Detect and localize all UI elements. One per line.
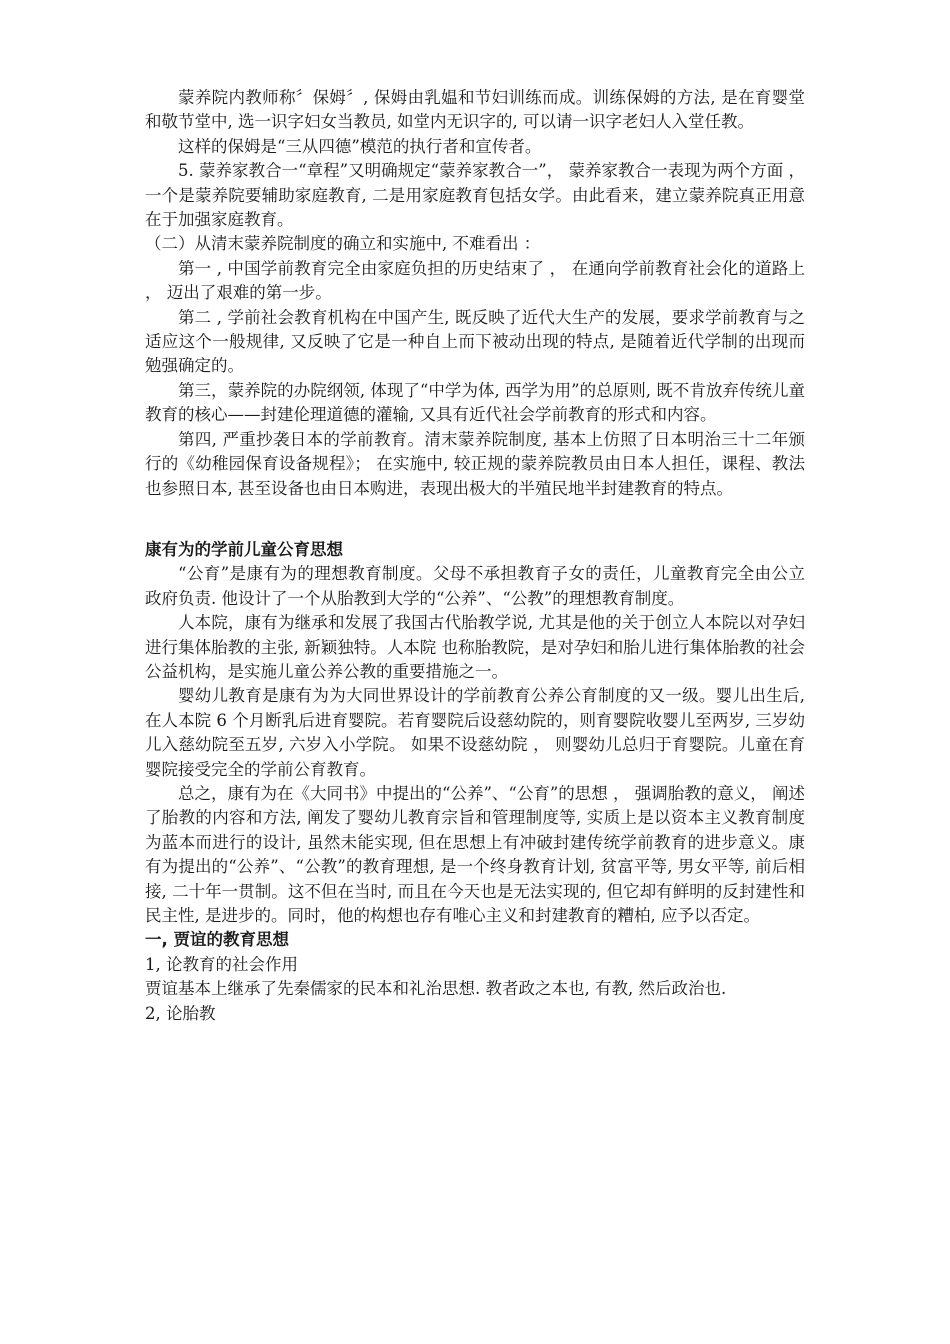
- point-second: 第二 , 学前社会教育机构在中国产生, 既反映了近代大生产的发展，要求学前教育与之适应这个一般规律, 又反映了它是一种自上而下被动出现的特点, 是随着近代学制的出现而勉强确定的。: [145, 307, 805, 376]
- point-first: 第一 , 中国学前教育完全由家庭负担的历史结束了 ， 在通向学前教育社会化的道路上 ， 迈出了艰难的第一步。: [145, 258, 805, 303]
- point-third: 第三，蒙养院的办院纲领, 体现了“中学为体, 西学为用”的总原则, 既不肯放弃传统儿童教育的核心——封建伦理道德的灌输, 又具有近代社会学前教育的形式和内容。: [145, 380, 805, 425]
- paragraph-home-education: 5. 蒙养家教合一“章程”又明确规定“蒙养家教合一”， 蒙养家教合一表现为两个方面 ， 一个是蒙养院要辅助家庭教育, 二是用家庭教育包括女学。由此看来，建立蒙养院真正用意在于加强家庭教育。: [145, 161, 805, 230]
- section-gap: [145, 501, 805, 538]
- paragraph-infant-education: 婴幼儿教育是康有为为大同世界设计的学前教育公养公育制度的又一级。婴儿出生后, 在人本院 6 个月断乳后进育婴院。若育婴院后设慈幼院的，则育婴院收婴儿至两岁, 三岁幼儿入慈幼院至五岁, 六岁入小学院。 如果不设慈幼院 ， 则婴幼儿总归于育婴院。儿童在育婴院接受完全的学前公育教育。: [145, 686, 805, 779]
- section-title-jia-yi: 一, 贾谊的教育思想: [145, 930, 290, 950]
- paragraph-nanny-role: 这样的保姆是“三从四德”模范的执行者和宣传者。: [178, 136, 542, 156]
- item-title-prenatal: 2, 论胎教: [145, 1003, 216, 1023]
- paragraph-summary: 总之，康有为在《大同书》中提出的“公养”、“公育”的思想 ， 强调胎教的意义， 阐述了胎教的内容和方法, 阐发了婴幼儿教育宗旨和管理制度等, 实质上是以资本主义教育制度为蓝本而进行的设计, 虽然未能实现, 但在思想上有冲破封建传统学前教育的进步意义。康有为提出的“公养”、“公教”的教育理想, 是一个终身教育计划, 贫富平等, 男女平等, 前后相接, 二十年一贯制。这不但在当时, 而且在今天也是无法实现的, 但它却有鲜明的反封建性和民主性, 是进步的。同时，他的构想也存有唯心主义和封建教育的糟柏, 应予以否定。: [145, 783, 805, 925]
- point-fourth: 第四, 严重抄袭日本的学前教育。清末蒙养院制度, 基本上仿照了日本明治三十二年颁行的《幼稚园保育设备规程》； 在实施中, 较正规的蒙养院教员由日本人担任，课程、教法也参照日本, 甚至设备也由日本购进，表现出极大的半殖民地半封建教育的特点。: [145, 429, 805, 498]
- document-page: [145, 86, 805, 1026]
- section-title-kang-youwei: 康有为的学前儿童公育思想: [145, 539, 343, 559]
- subheading-observations: （二）从清末蒙养院制度的确立和实施中, 不难看出 ：: [145, 234, 541, 254]
- paragraph-nanny: 蒙养院内教师称〞保姆〞, 保姆由乳媪和节妇训练而成。训练保姆的方法, 是在育婴堂和敬节堂中, 选一识字妇女当教员, 如堂内无识字的, 可以请一识字老妇人入堂任教。: [145, 88, 805, 132]
- paragraph-public-education: “公育”是康有为的理想教育制度。父母不承担教育子女的责任，儿童教育完全由公立政府负责. 他设计了一个从胎教到大学的“公养”、“公教”的理想教育制度。: [145, 564, 805, 608]
- item-title-social-role: 1, 论教育的社会作用: [145, 954, 298, 974]
- paragraph-renben-institute: 人本院，康有为继承和发展了我国古代胎教学说, 尤其是他的关于创立人本院以对孕妇进行集体胎教的主张, 新颖独特。人本院 也称胎教院，是对孕妇和胎儿进行集体胎教的社会公益机构，是实施儿童公养公教的重要措施之一。: [145, 613, 805, 681]
- item-text-social-role: 贾谊基本上继承了先秦儒家的民本和礼治思想. 教者政之本也, 有教, 然后政治也.: [145, 979, 727, 999]
